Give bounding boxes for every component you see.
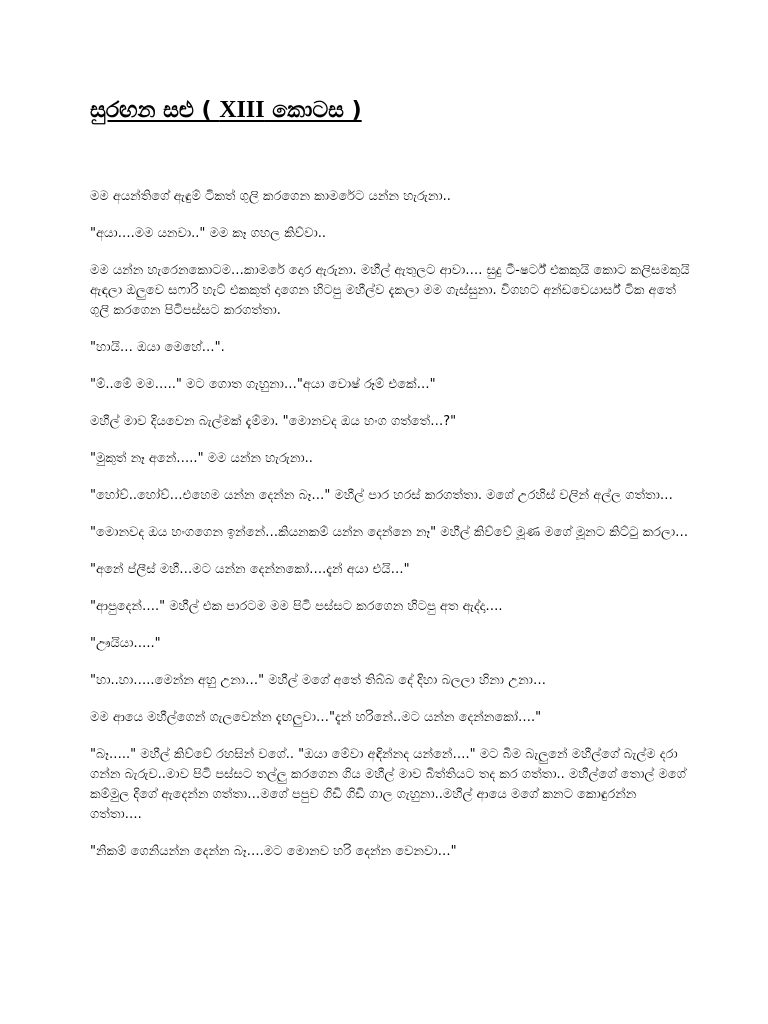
paragraph: "ආපුදෙන්…." මහීල් එක පාරටම මම පිටි පස්සට කරගෙන හිටපු අත ඇද්දා…. [90, 598, 503, 614]
paragraph: "ඌයියා….." [90, 635, 161, 651]
paragraph: "අයා….මම යනවා.." මම කෑ ගහල කිව්වා.. [90, 225, 326, 241]
paragraph: මම යන්න හැරෙනකොටම…කාමරේ දොර ඇරුනා. මහීල් ඇතුලට ආවා…. සුදු ටී-ෂර්ට් එකකුයි කොට කලිසමකුයි ඇඳලා ඔලුවෙ සෆාරි හැට් එකකුත් දාගෙන හිටපු මහීල්ව දැකලා මම ගැස්සුනා. විගහට අන්ඩවෙයාර්ස් ටික අතේ ගුලි කරගෙන පිටිපස්සට කරගත්තා. [90, 262, 690, 318]
paragraph: "හා..හා…..මෙන්න අහු උනා…" මහීල් මගේ අතේ තිබ්බ දේ දිහා බලලා හිනා උනා… [90, 672, 546, 688]
paragraph: මම අයන්තිගේ ඇඳුම් ටිකත් ගුලි කරගෙන කාමරේට යන්න හැරුනා.. [90, 188, 451, 204]
title-prefix: සුරඟන සළු ( [90, 98, 220, 123]
paragraph: "නිකම් ගෙනියන්න දෙන්න බෑ….මට මොනව හරි දෙන්න වෙනවා…" [90, 843, 457, 859]
paragraph: මම ආයෙ මහීල්ගෙන් ගැලවෙන්න දැඟලුවා…"දැන් හරිනේ..මට යන්න දෙන්නකෝ…." [90, 709, 542, 725]
title-roman-numeral: XIII [219, 97, 265, 123]
paragraph: "ම්..මේ මම….." මට ගොත ගැහුනා…"අයා වොෂ් රූම් එකේ…" [90, 376, 436, 392]
paragraph: "හෝව්..හෝව්…එහෙම යන්න දෙන්න බෑ…" මහීල් පාර හරස් කරගත්තා. මගේ උරහිස් වලින් අල්ල ගත්තා… [90, 487, 673, 503]
page-title [90, 96, 690, 125]
paragraph: "හායි… ඔයා මෙහේ…". [90, 339, 225, 355]
paragraph: "බෑ….." මහීල් කිව්වේ රහසින් වගේ.. "ඔයා මේවා අඳින්නද යන්නේ…." මට බිම බැලුනේ මහීල්ගේ බැල්ම දරා ගන්න බැරුව..මාව පිටි පස්සට තල්ලු කරගෙන ගිය මහීල් මාව බිත්තියට තද කර ගත්තා.. මහීල්ගේ තොල් මගේ කම්මුල දිගේ ඇදෙන්න ගත්තා…මගේ පපුව ගිඩි ගිඩි ගාල ගැහුනා..මහීල් ආයෙ මගේ කනට කොඳුරන්න ගත්තා…. [90, 746, 686, 822]
paragraph: "මොනවද ඔය හංගගෙන ඉන්නේ…කියනකම් යන්න දෙන්නෙ නෑ" මහීල් කිව්වේ මූණ මගේ මූනට කිට්ටු කරලා… [90, 524, 689, 540]
paragraph: "මුකුත් නෑ අනේ….." මම යන්න හැරුනා.. [90, 450, 313, 466]
document-page [90, 96, 690, 879]
paragraph: මහීල් මාව දියවෙන බැල්මක් දැම්මා. "මොනවද ඔය හංග ගත්තේ…?" [90, 413, 457, 429]
paragraph: "අනේ ප්ලීස් මහී…මට යන්න දෙන්නකෝ….දැන් අයා එයි…" [90, 561, 410, 577]
title-suffix: කොටස ) [264, 98, 362, 123]
